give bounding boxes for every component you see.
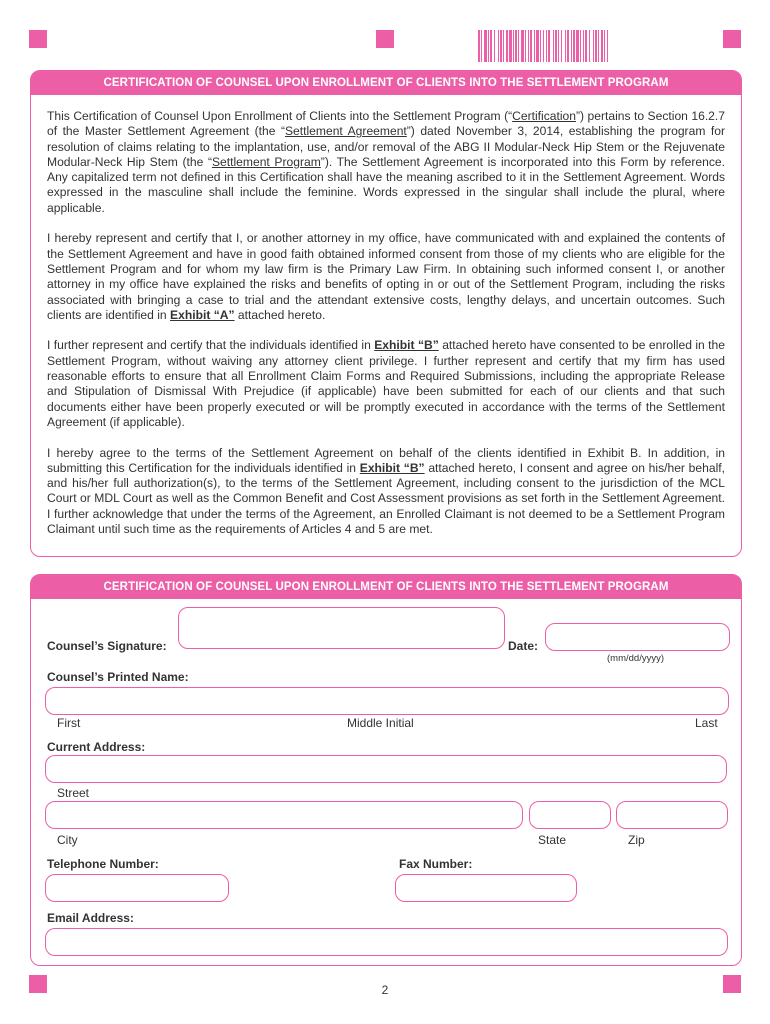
registration-mark-top-right <box>723 30 741 48</box>
signature-field[interactable] <box>178 607 505 649</box>
telephone-field[interactable] <box>45 874 229 902</box>
first-name-caption: First <box>57 716 81 730</box>
paragraph-3: I further represent and certify that the individuals identified in Exhibit “B” attached hereto have consented to be enrolled in the Settlement Program, without waiving any attorney client privilege. I further represent and certify that my firm has used reasonable efforts to ensure that all Enrollment Claim Forms and Required Submissions, including the appropriate Release and Stipulation of Dismissal With Prejudice (if applicable) have been submitted for each of our clients and that such documents either have been properly executed or will be promptly executed in accordance with the terms of the Settlement Agreement (if applicable). <box>47 338 725 429</box>
email-field[interactable] <box>45 928 728 956</box>
city-caption: City <box>57 833 78 847</box>
certification-text-panel <box>30 70 742 557</box>
registration-mark-top-left <box>29 30 47 48</box>
fax-field[interactable] <box>395 874 577 902</box>
zip-caption: Zip <box>628 833 645 847</box>
registration-mark-top-center <box>376 30 394 48</box>
date-format-hint: (mm/dd/yyyy) <box>607 653 664 664</box>
barcode-icon <box>478 30 712 62</box>
state-caption: State <box>538 833 567 847</box>
printed-name-field[interactable] <box>45 687 729 715</box>
street-field[interactable] <box>45 755 727 783</box>
printed-name-label: Counsel’s Printed Name: <box>47 670 189 684</box>
street-caption: Street <box>57 786 90 800</box>
fax-label: Fax Number: <box>399 857 473 871</box>
email-label: Email Address: <box>47 911 134 925</box>
address-label: Current Address: <box>47 740 146 754</box>
paragraph-1: This Certification of Counsel Upon Enrollment of Clients into the Settlement Program (“Certification”) pertains to Section 16.2.7 of the Master Settlement Agreement (the “Settlement Agreement”) dated November 3, 2014, establishing the program for resolution of claims relating to the implantation, use, and/or removal of the ABG II Modular-Neck Hip Stem or the Rejuvenate Modular-Neck Hip Stem (the “Settlement Program”). The Settlement Agreement is incorporated into this Form by reference. Any capitalized term not defined in this Certification shall have the meaning ascribed to it in the Settlement Agreement. Words expressed in the masculine shall include the feminine. Words expressed in the singular shall include the plural, where applicable. <box>47 109 726 215</box>
middle-initial-caption: Middle Initial <box>347 716 414 730</box>
state-field[interactable] <box>529 801 611 829</box>
date-label: Date: <box>508 639 539 653</box>
page-number: 2 <box>381 983 389 997</box>
paragraph-2: I hereby represent and certify that I, or another attorney in my office, have communicated with and explained the contents of the Settlement Agreement and have in good faith obtained informed consent from those of my clients who are eligible for the Settlement Program and for whom my law firm is the Primary Law Firm. In obtaining such informed consent I, or another attorney in my office have explained the risks and benefits of opting in or out of the Settlement Program, including the risks associated with bringing a case to trial and the attendant extensive costs, lengthy delays, and uncertain outcomes. Such clients are identified in Exhibit “A” attached hereto. <box>47 231 725 322</box>
signature-label: Counsel’s Signature: <box>47 639 167 653</box>
telephone-label: Telephone Number: <box>47 857 159 871</box>
date-field[interactable] <box>545 623 730 651</box>
last-name-caption: Last <box>695 716 718 730</box>
certification-body <box>47 109 725 553</box>
zip-field[interactable] <box>616 801 728 829</box>
paragraph-4: I hereby agree to the terms of the Settlement Agreement on behalf of the clients identified in Exhibit B. In addition, in submitting this Certification for the individuals identified in Exhibit “B” attached hereto, I consent and agree on his/her behalf, and his/her full authorization(s), to the terms of the Settlement Agreement, including consent to the jurisdiction of the MCL Court or MDL Court as well as the Common Benefit and Cost Assessment provisions as set forth in the Settlement Agreement. I further acknowledge that under the terms of the Agreement, an Enrolled Claimant is not deemed to be a Settlement Program Claimant until such time as the requirements of Articles 4 and 5 are met. <box>47 445 725 537</box>
city-field[interactable] <box>45 801 523 829</box>
section-title: CERTIFICATION OF COUNSEL UPON ENROLLMENT OF CLIENTS INTO THE SETTLEMENT PROGRAM <box>31 575 741 599</box>
section-title: CERTIFICATION OF COUNSEL UPON ENROLLMENT OF CLIENTS INTO THE SETTLEMENT PROGRAM <box>31 71 741 95</box>
